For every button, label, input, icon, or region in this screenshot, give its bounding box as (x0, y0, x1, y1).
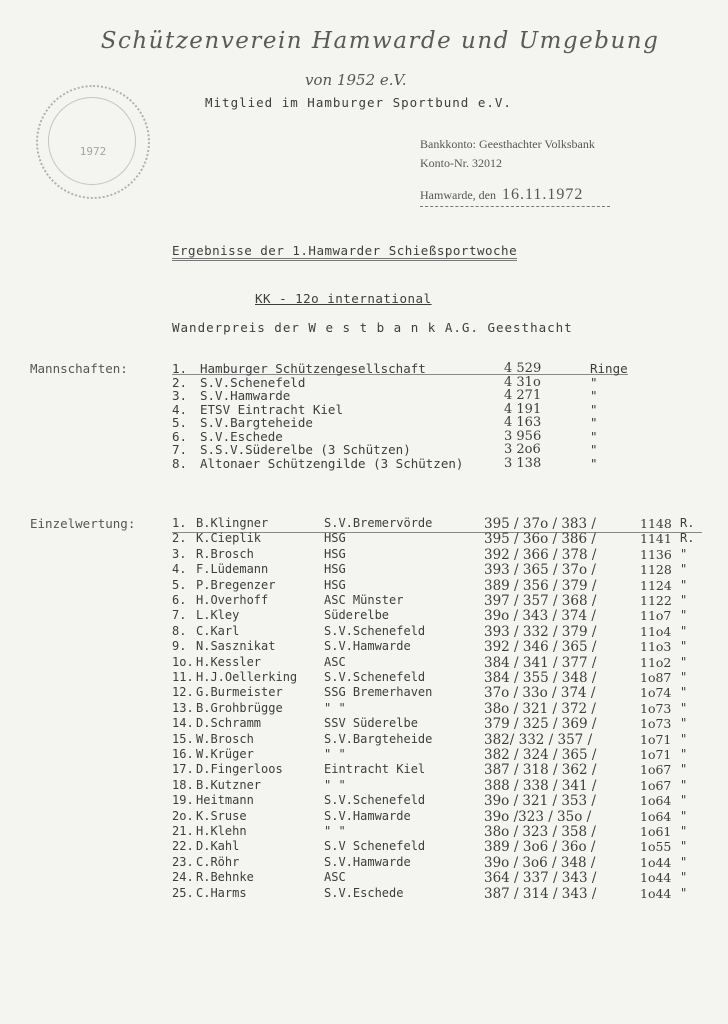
individual-unit: " (680, 685, 688, 700)
individual-total: 1122 (640, 593, 672, 608)
individual-total: 1141 (640, 531, 672, 547)
individual-club: S.V.Schenefeld (324, 670, 426, 684)
individual-unit: " (680, 654, 688, 669)
individual-unit: " (680, 716, 688, 731)
individual-club: Eintracht Kiel (324, 762, 426, 777)
individual-series: 387 / 314 / 343 / (484, 885, 597, 902)
team-unit: " (590, 388, 598, 403)
individual-unit: " (680, 747, 688, 761)
individual-name: B.Klingner (196, 516, 269, 530)
individual-name: H.J.Oellerking (196, 670, 298, 684)
individual-name: C.Röhr (196, 854, 240, 869)
individual-rank: 14. (172, 716, 194, 731)
individual-unit: " (680, 546, 688, 561)
individual-club: HSG (324, 531, 346, 546)
individual-club: S.V.Schenefeld (324, 793, 426, 808)
individual-unit: " (680, 608, 688, 623)
individual-total: 1o67 (640, 762, 672, 778)
team-name: S.V.Schenefeld (200, 374, 306, 390)
individual-name: K.Cieplik (196, 531, 262, 546)
team-unit: Ringe (590, 361, 628, 376)
individual-total: 1o73 (640, 716, 672, 732)
individual-unit: " (680, 562, 688, 577)
individual-total: 1128 (640, 562, 672, 578)
account-number-line: Konto-Nr. 32012 (420, 156, 502, 170)
individual-series: 387 / 318 / 362 / (484, 762, 597, 779)
individual-series: 393 / 332 / 379 / (484, 623, 597, 640)
individual-unit: " (680, 808, 688, 823)
individual-unit: R. (680, 516, 695, 530)
individual-club: ASC (324, 654, 346, 669)
individual-name: F.Lüdemann (196, 562, 269, 577)
individual-rank: 24. (172, 870, 194, 885)
individual-club: " " (324, 777, 346, 792)
individual-name: B.Kutzner (196, 777, 262, 792)
individual-club: S.V.Schenefeld (324, 623, 426, 638)
team-unit: " (590, 442, 598, 457)
stamp-year: 1972 (79, 145, 107, 158)
trophy-line: Wanderpreis der W e s t b a n k A.G. Geesthacht (172, 320, 573, 335)
team-name: S.V.Bargteheide (200, 415, 313, 430)
individual-name: W.Krüger (196, 747, 254, 761)
team-rank: 3. (172, 388, 188, 403)
individual-series: 364 / 337 / 343 / (484, 870, 597, 887)
individual-total: 1148 (640, 516, 672, 531)
individual-rank: 16. (172, 747, 194, 761)
team-unit: " (590, 428, 598, 444)
individual-total: 1o44 (640, 885, 672, 901)
individual-unit: " (680, 762, 688, 777)
individual-unit: " (680, 777, 688, 792)
individual-total: 1o67 (640, 777, 672, 793)
individual-name: D.Schramm (196, 716, 262, 731)
individual-unit: " (680, 854, 688, 869)
individual-name: P.Bregenzer (196, 577, 276, 592)
individual-rank: 4. (172, 562, 187, 577)
results-heading: Ergebnisse der 1.Hamwarder Schießsportwoche (172, 243, 518, 258)
individual-name: H.Overhoff (196, 593, 269, 607)
individual-unit: " (680, 731, 688, 746)
individual-total: 11o2 (640, 654, 672, 670)
membership-line: Mitglied im Hamburger Sportbund e.V. (205, 95, 512, 110)
individual-unit: " (680, 670, 688, 684)
individual-club: S.V.Hamwarde (324, 639, 411, 654)
individual-total: 1o71 (640, 747, 672, 762)
individual-unit: " (680, 577, 688, 592)
teams-label: Mannschaften: (30, 361, 128, 376)
individual-series: 39o /323 / 35o / (484, 808, 592, 825)
individual-rank: 22. (172, 839, 194, 854)
individual-rank: 21. (172, 824, 194, 838)
individual-unit: " (680, 700, 688, 715)
individuals-label: Einzelwertung: (30, 516, 136, 531)
individual-series: 388 / 338 / 341 / (484, 777, 597, 794)
team-name: Altonaer Schützengilde (3 Schützen) (200, 455, 464, 471)
individual-total: 1o74 (640, 685, 672, 701)
individual-series: 393 / 365 / 37o / (484, 562, 596, 579)
individual-unit: " (680, 870, 688, 885)
team-unit: " (590, 401, 598, 417)
team-score: 4 271 (504, 388, 542, 403)
individual-club: HSG (324, 577, 346, 592)
team-rank: 5. (172, 415, 188, 430)
individual-rank: 13. (172, 700, 194, 715)
individual-total: 11o3 (640, 639, 672, 655)
team-score: 4 163 (504, 415, 542, 430)
team-unit: " (590, 415, 598, 430)
individual-name: D.Fingerloos (196, 762, 283, 777)
individual-series: 379 / 325 / 369 / (484, 716, 597, 733)
individual-rank: 8. (172, 623, 187, 638)
individual-name: R.Behnke (196, 870, 254, 885)
team-rank: 6. (172, 428, 188, 444)
stamp-ring (48, 97, 136, 185)
individual-series: 39o / 321 / 353 / (484, 793, 596, 810)
team-name: S.V.Eschede (200, 428, 283, 444)
team-name: S.V.Hamwarde (200, 388, 291, 403)
individual-club: S.V.Hamwarde (324, 808, 411, 823)
individual-name: D.Kahl (196, 839, 240, 854)
individual-total: 1o64 (640, 793, 672, 809)
individual-series: 38o / 321 / 372 / (484, 700, 596, 717)
individual-club: Süderelbe (324, 608, 390, 623)
team-score: 4 191 (504, 401, 542, 417)
individual-name: Heitmann (196, 793, 254, 808)
individual-rank: 1o. (172, 654, 194, 669)
individual-name: H.Kessler (196, 654, 262, 669)
individual-rank: 15. (172, 731, 194, 746)
individual-total: 1o55 (640, 839, 672, 855)
team-name: Hamburger Schützengesellschaft (200, 361, 426, 376)
individual-club: S.V.Hamwarde (324, 854, 411, 869)
individual-rank: 18. (172, 777, 194, 792)
individual-total: 1o71 (640, 731, 672, 747)
date-place: Hamwarde, den (420, 188, 496, 202)
team-score: 4 529 (504, 361, 542, 376)
individual-rank: 1. (172, 516, 187, 530)
bank-account-line: Bankkonto: Geesthachter Volksbank (420, 137, 595, 151)
individual-rank: 9. (172, 639, 187, 654)
individual-unit: " (680, 839, 688, 854)
individual-total: 1136 (640, 546, 672, 562)
individual-unit: " (680, 639, 688, 654)
individual-unit: " (680, 885, 688, 900)
individual-rank: 3. (172, 546, 187, 561)
individual-series: 389 / 3o6 / 36o / (484, 839, 596, 856)
individual-total: 1o61 (640, 824, 672, 839)
individual-name: H.Klehn (196, 824, 247, 838)
individual-name: C.Harms (196, 885, 247, 900)
individual-series: 392 / 366 / 378 / (484, 546, 597, 563)
team-rank: 8. (172, 455, 188, 471)
team-unit: " (590, 374, 598, 390)
individual-rank: 7. (172, 608, 187, 623)
individual-name: K.Sruse (196, 808, 247, 823)
individual-series: 38o / 323 / 358 / (484, 824, 596, 840)
individual-series: 382 / 324 / 365 / (484, 747, 597, 763)
individual-club: S.V.Bargteheide (324, 731, 433, 746)
team-score: 3 956 (504, 428, 542, 444)
date-line (420, 186, 583, 204)
founded-line: von 1952 e.V. (305, 71, 407, 89)
individual-series: 39o / 3o6 / 348 / (484, 854, 596, 871)
individual-unit: R. (680, 531, 695, 546)
individual-series: 39o / 343 / 374 / (484, 608, 596, 625)
individual-series: 395 / 36o / 386 / (484, 531, 596, 548)
club-stamp (36, 85, 150, 199)
date-underline (420, 206, 610, 207)
individual-name: W.Brosch (196, 731, 254, 746)
team-rank: 4. (172, 401, 188, 417)
individual-series: 384 / 355 / 348 / (484, 670, 597, 686)
individual-club: HSG (324, 546, 346, 561)
individual-series: 392 / 346 / 365 / (484, 639, 597, 656)
individual-series: 382/ 332 / 357 / (484, 731, 593, 748)
individual-rank: 5. (172, 577, 187, 592)
individual-total: 1o44 (640, 870, 672, 886)
individual-club: S.V.Eschede (324, 885, 404, 900)
individual-rank: 19. (172, 793, 194, 808)
individual-club: S.V.Bremervörde (324, 516, 433, 530)
team-score: 4 31o (504, 374, 541, 390)
individual-rank: 12. (172, 685, 194, 700)
individual-club: " " (324, 700, 346, 715)
individual-total: 11o4 (640, 623, 672, 639)
individual-rank: 2o. (172, 808, 194, 823)
individual-club: " " (324, 824, 346, 838)
team-name: S.S.V.Süderelbe (3 Schützen) (200, 442, 411, 457)
individual-total: 1o64 (640, 808, 672, 824)
individual-series: 384 / 341 / 377 / (484, 654, 597, 671)
individual-total: 1o87 (640, 670, 672, 685)
individual-name: L.Kley (196, 608, 240, 623)
individual-name: N.Sasznikat (196, 639, 276, 654)
document-date: 16.11.1972 (501, 186, 584, 203)
individual-name: G.Burmeister (196, 685, 283, 700)
individual-rank: 25. (172, 885, 194, 900)
individual-club: HSG (324, 562, 346, 577)
individual-name: B.Grohbrügge (196, 700, 283, 715)
individual-rank: 2. (172, 531, 187, 546)
individual-unit: " (680, 623, 688, 638)
individual-name: C.Karl (196, 623, 240, 638)
team-score: 3 2o6 (504, 442, 541, 457)
letterhead-title: Schützenverein Hamwarde und Umgebung (100, 28, 660, 54)
team-unit: " (590, 455, 598, 471)
individual-rank: 23. (172, 854, 194, 869)
team-rank: 2. (172, 374, 188, 390)
individual-series: 389 / 356 / 379 / (484, 577, 597, 594)
individual-series: 397 / 357 / 368 / (484, 593, 597, 609)
individual-club: ASC (324, 870, 346, 885)
individual-total: 1124 (640, 577, 672, 593)
team-rank: 7. (172, 442, 188, 457)
team-rank: 1. (172, 361, 188, 376)
individual-unit: " (680, 593, 688, 607)
team-score: 3 138 (504, 455, 542, 471)
individual-club: SSG Bremerhaven (324, 685, 433, 700)
individual-series: 37o / 33o / 374 / (484, 685, 596, 702)
individual-club: SSV Süderelbe (324, 716, 418, 731)
individual-rank: 6. (172, 593, 187, 607)
individual-rank: 11. (172, 670, 194, 684)
individual-name: R.Brosch (196, 546, 254, 561)
individual-club: ASC Münster (324, 593, 404, 607)
team-name: ETSV Eintracht Kiel (200, 401, 343, 417)
individual-club: S.V Schenefeld (324, 839, 426, 854)
individual-total: 1o73 (640, 700, 672, 716)
individual-total: 1o44 (640, 854, 672, 870)
individual-rank: 17. (172, 762, 194, 777)
discipline-heading: KK - 12o international (255, 291, 432, 306)
individual-unit: " (680, 793, 688, 808)
individual-series: 395 / 37o / 383 / (484, 516, 596, 532)
individual-total: 11o7 (640, 608, 672, 624)
individual-unit: " (680, 824, 688, 838)
individual-club: " " (324, 747, 346, 761)
